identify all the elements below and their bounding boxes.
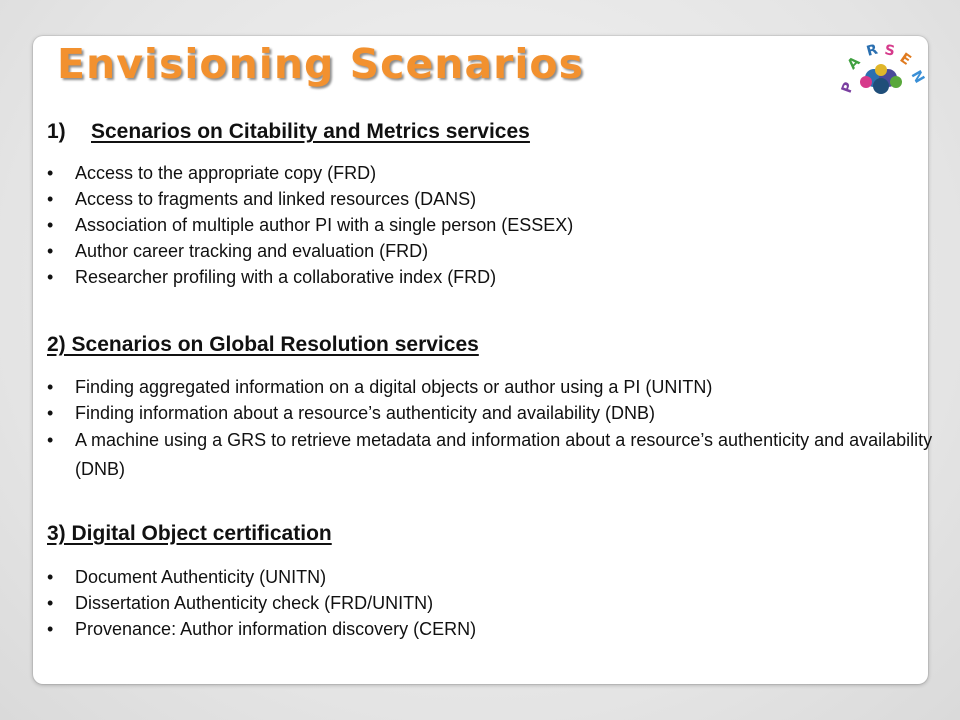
svg-text:N: N	[907, 68, 928, 87]
list-item: • Finding information about a resource’s authenticity and availability (DNB)	[47, 403, 655, 423]
section-heading-global-resolution: 2) Scenarios on Global Resolution services	[47, 333, 479, 356]
global-resolution-list	[47, 374, 937, 484]
section-heading-certification: 3) Digital Object certification	[47, 522, 332, 545]
svg-text:A: A	[844, 53, 864, 73]
list-item: • Association of multiple author PI with a single person (ESSEX)	[47, 215, 574, 235]
slide-title: Envisioning Scenarios	[57, 40, 584, 88]
svg-text:P: P	[838, 80, 858, 96]
list-item: • Dissertation Authenticity check (FRD/UNITN)	[47, 593, 434, 613]
list-item: • Access to fragments and linked resources (DANS)	[47, 189, 477, 209]
certification-list	[47, 564, 476, 642]
list-item: • Researcher profiling with a collaborative index (FRD)	[47, 267, 497, 287]
section-heading-citability: 1) Scenarios on Citability and Metrics services	[47, 120, 530, 143]
svg-text:S: S	[883, 42, 897, 60]
list-item: • A machine using a GRS to retrieve metadata and information about a resource’s authenticity and availability (DNB)	[47, 430, 933, 479]
list-item: • Document Authenticity (UNITN)	[47, 567, 327, 587]
svg-text:R: R	[864, 42, 880, 60]
parsen-logo	[838, 42, 928, 106]
list-item: • Author career tracking and evaluation (FRD)	[47, 241, 429, 261]
list-item: • Provenance: Author information discovery (CERN)	[47, 619, 477, 639]
list-item: • Finding aggregated information on a digital objects or author using a PI (UNITN)	[47, 377, 713, 397]
citability-list	[47, 160, 573, 290]
svg-text:E: E	[896, 50, 914, 69]
list-item: • Access to the appropriate copy (FRD)	[47, 163, 377, 183]
